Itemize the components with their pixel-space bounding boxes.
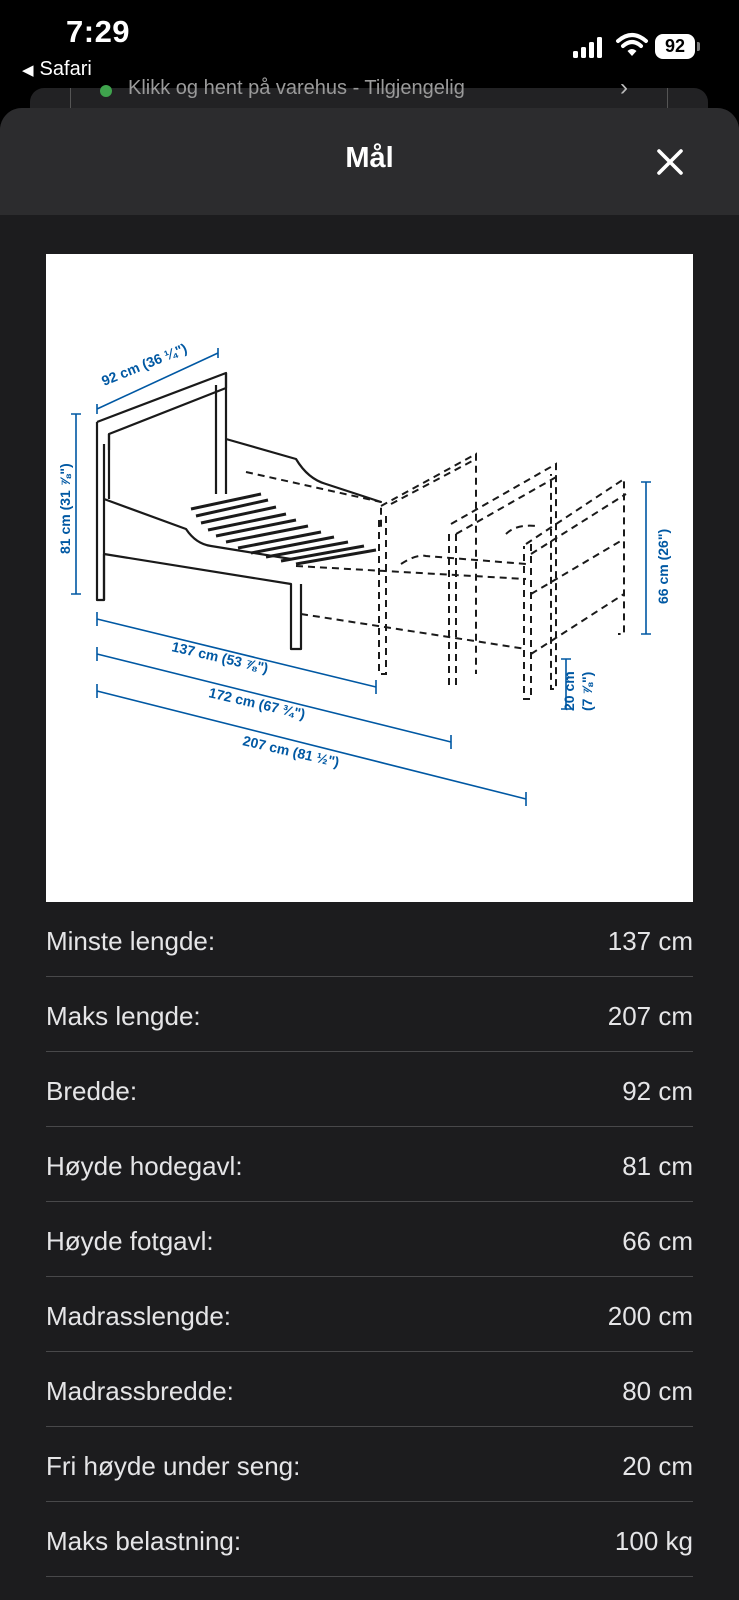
availability-status-dot — [100, 85, 112, 97]
dim-mid-length-label: 172 cm (67 ¾") — [207, 684, 307, 723]
specs-list — [46, 902, 693, 1577]
spec-value: 92 cm — [622, 1076, 693, 1106]
spec-label: Maks lengde: — [46, 1001, 201, 1031]
spec-label: Fri høyde under seng: — [46, 1451, 301, 1481]
close-icon[interactable] — [650, 142, 690, 182]
back-to-app-link[interactable] — [22, 58, 92, 81]
headboard-top-rail — [97, 373, 226, 450]
spec-label: Minste lengde: — [46, 926, 216, 956]
spec-value: 137 cm — [607, 926, 693, 956]
availability-text: Klikk og hent på varehus - Tilgjengelig — [128, 77, 465, 99]
dimensions-sheet — [0, 108, 739, 1600]
spec-row-min-length — [46, 902, 693, 977]
wifi-icon — [615, 32, 649, 58]
sheet-title: Mål — [345, 142, 394, 174]
spec-row-footboard-height — [46, 1202, 693, 1277]
sheet-header — [0, 108, 739, 215]
spec-label: Maks belastning: — [46, 1526, 242, 1556]
battery-indicator — [655, 34, 699, 59]
spec-value: 200 cm — [607, 1301, 693, 1331]
spec-row-max-length — [46, 977, 693, 1052]
status-time: 7:29 — [66, 14, 131, 49]
dim-clearance-inch-label: (7 ⅞") — [579, 671, 595, 711]
spec-value: 100 kg — [614, 1526, 693, 1556]
battery-level: 92 — [655, 34, 695, 59]
bed-dimensions-diagram — [46, 254, 693, 902]
spec-value: 20 cm — [622, 1451, 693, 1481]
dim-footboard-height-label: 66 cm (26") — [655, 528, 671, 604]
spec-label: Madrassbredde: — [46, 1376, 234, 1406]
spec-row-clearance — [46, 1427, 693, 1502]
back-triangle-icon: ◀ — [22, 61, 34, 79]
battery-nub — [697, 42, 700, 51]
spec-label: Høyde fotgavl: — [46, 1226, 214, 1256]
dim-headboard-height-label: 81 cm (31 ⅞") — [57, 463, 73, 554]
spec-row-max-load — [46, 1502, 693, 1577]
dim-clearance-label: 20 cm — [561, 671, 577, 711]
chevron-right-icon: › — [620, 74, 628, 101]
spec-row-mattress-width — [46, 1352, 693, 1427]
back-app-label: Safari — [39, 58, 92, 80]
cellular-signal-icon — [573, 36, 603, 58]
dim-max-length-label: 207 cm (81 ½") — [241, 732, 341, 771]
bed-dimension-drawing — [46, 254, 693, 902]
dim-width-label: 92 cm (36 ¼") — [99, 339, 190, 389]
spec-row-width — [46, 1052, 693, 1127]
spec-row-headboard-height — [46, 1127, 693, 1202]
spec-value: 66 cm — [622, 1226, 693, 1256]
spec-label: Høyde hodegavl: — [46, 1151, 243, 1181]
spec-value: 207 cm — [607, 1001, 693, 1031]
spec-value: 81 cm — [622, 1151, 693, 1181]
dim-min-length-label: 137 cm (53 ⅞") — [170, 638, 270, 677]
spec-row-mattress-length — [46, 1277, 693, 1352]
spec-value: 80 cm — [622, 1376, 693, 1406]
spec-label: Bredde: — [46, 1076, 138, 1106]
spec-label: Madrasslengde: — [46, 1301, 231, 1331]
